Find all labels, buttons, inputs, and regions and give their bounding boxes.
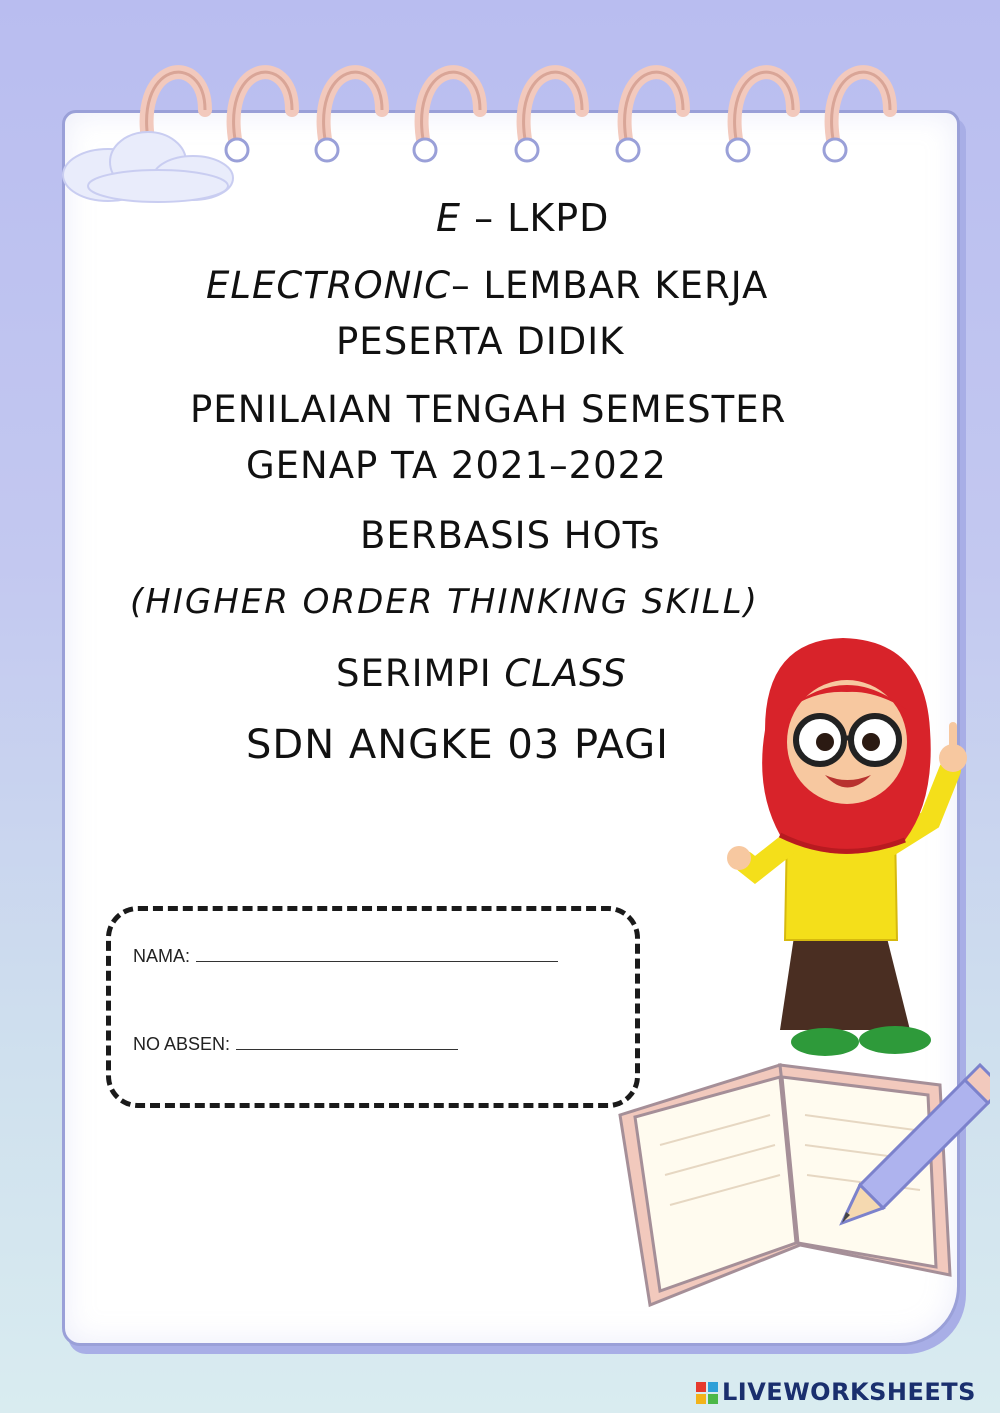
name-field[interactable] [133,945,558,967]
title-serimpi: SERIMPI [336,652,505,695]
liveworksheets-logo-icon [696,1382,718,1404]
watermark-text: LIVEWORKSHEETS [722,1378,976,1406]
student-info-box [106,906,640,1108]
book-pencil-illustration [610,1045,990,1335]
title-electronic-italic: ELECTRONIC [206,264,452,307]
title-line-3: PESERTA DIDIK [336,320,625,363]
absen-field[interactable] [133,1033,458,1055]
cloud-icon [48,120,248,210]
title-line-6: BERBASIS HOTs [360,514,661,557]
absen-label: NO ABSEN: [133,1034,231,1054]
title-line-8 [336,652,627,695]
title-line-5: GENAP TA 2021–2022 [246,444,667,487]
title-line-9: SDN ANGKE 03 PAGI [246,722,669,768]
title-line-4: PENILAIAN TENGAH SEMESTER [190,388,787,431]
title-e-italic: E [436,196,462,240]
girl-illustration [725,630,985,1070]
title-line-1 [436,196,609,240]
title-line-7: (HIGHER ORDER THINKING SKILL) [130,582,759,622]
absen-blank-line[interactable] [236,1033,458,1050]
title-class-italic: CLASS [504,652,627,695]
title-line-2 [206,264,768,307]
name-blank-line[interactable] [196,945,558,962]
name-label: NAMA: [133,946,191,966]
liveworksheets-watermark[interactable] [696,1378,976,1406]
title-lkpd: – LKPD [461,196,610,240]
title-lembar-kerja: – LEMBAR KERJA [451,264,769,307]
